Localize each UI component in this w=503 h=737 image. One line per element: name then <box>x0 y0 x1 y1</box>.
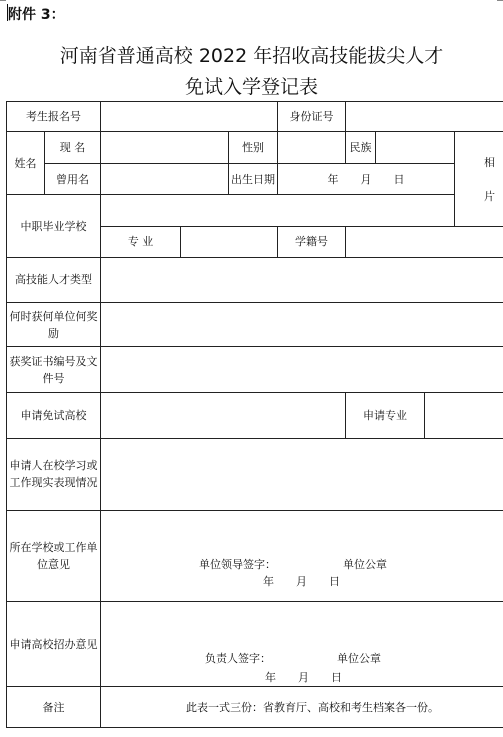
label-former-name: 曾用名 <box>45 163 101 194</box>
page-corner-mark <box>0 0 6 1</box>
field-performance[interactable] <box>101 438 503 510</box>
field-exam-no[interactable] <box>101 102 278 132</box>
leader-signature-label: 单位领导签字： <box>199 557 276 571</box>
label-birth-date: 出生日期 <box>229 163 278 194</box>
label-admission-opinion: 申请高校招办意见 <box>7 602 101 687</box>
document-subtitle: 免试入学登记表 <box>184 76 318 98</box>
label-exam-no: 考生报名号 <box>7 102 101 132</box>
admission-opinion-date: 年 月 日 <box>265 671 342 685</box>
field-ethnicity[interactable] <box>376 132 455 163</box>
remark-text: 此表一式三份：省教育厅、高校和考生档案各一份。 <box>101 687 503 728</box>
registration-form-table <box>6 101 503 728</box>
field-award-when[interactable] <box>101 302 503 347</box>
photo-box <box>455 132 503 226</box>
field-id-no[interactable] <box>346 102 503 132</box>
unit-seal-label: 单位公章 <box>343 557 387 571</box>
label-student-no: 学籍号 <box>278 226 346 257</box>
field-admission-opinion[interactable] <box>101 602 503 687</box>
label-remark: 备注 <box>7 687 101 728</box>
page-corner-mark <box>497 0 503 1</box>
label-gender: 性别 <box>229 132 278 163</box>
document-title: 河南省普通高校 2022 年招收高技能拔尖人才 <box>59 45 444 67</box>
label-talent-type: 高技能人才类型 <box>7 258 101 303</box>
admission-seal-label: 单位公章 <box>337 652 381 666</box>
label-apply-school: 申请免试高校 <box>7 393 101 439</box>
field-unit-opinion[interactable] <box>101 510 503 601</box>
field-apply-school[interactable] <box>101 393 346 439</box>
field-former-name[interactable] <box>101 163 229 194</box>
label-current-name: 现 名 <box>45 132 101 163</box>
field-talent-type[interactable] <box>101 258 503 303</box>
field-gender[interactable] <box>278 132 346 163</box>
label-school: 中职毕业学校 <box>7 195 101 258</box>
field-apply-major[interactable] <box>425 393 503 439</box>
label-ethnicity: 民族 <box>346 132 376 163</box>
field-student-no[interactable] <box>346 226 503 257</box>
photo-label-2: 片 <box>484 189 496 203</box>
label-award-when: 何时获何单位何奖励 <box>7 302 101 347</box>
label-apply-major: 申请专业 <box>346 393 425 439</box>
label-certificate: 获奖证书编号及文件号 <box>7 347 101 393</box>
field-current-name[interactable] <box>101 132 229 163</box>
field-school[interactable] <box>101 195 455 226</box>
label-unit-opinion: 所在学校或工作单位意见 <box>7 510 101 601</box>
field-birth-date[interactable]: 年 月 日 <box>278 163 455 194</box>
field-major[interactable] <box>181 226 278 257</box>
field-certificate[interactable] <box>101 347 503 393</box>
label-performance: 申请人在校学习或工作现实表现情况 <box>7 438 101 510</box>
unit-opinion-date: 年 月 日 <box>263 574 340 588</box>
attachment-label: 附件 3： <box>8 7 65 23</box>
photo-label-1: 相 <box>484 155 496 169</box>
label-major: 专 业 <box>101 226 181 257</box>
label-id-no: 身份证号 <box>278 102 346 132</box>
principal-signature-label: 负责人签字： <box>205 652 271 666</box>
label-name: 姓名 <box>7 132 45 195</box>
